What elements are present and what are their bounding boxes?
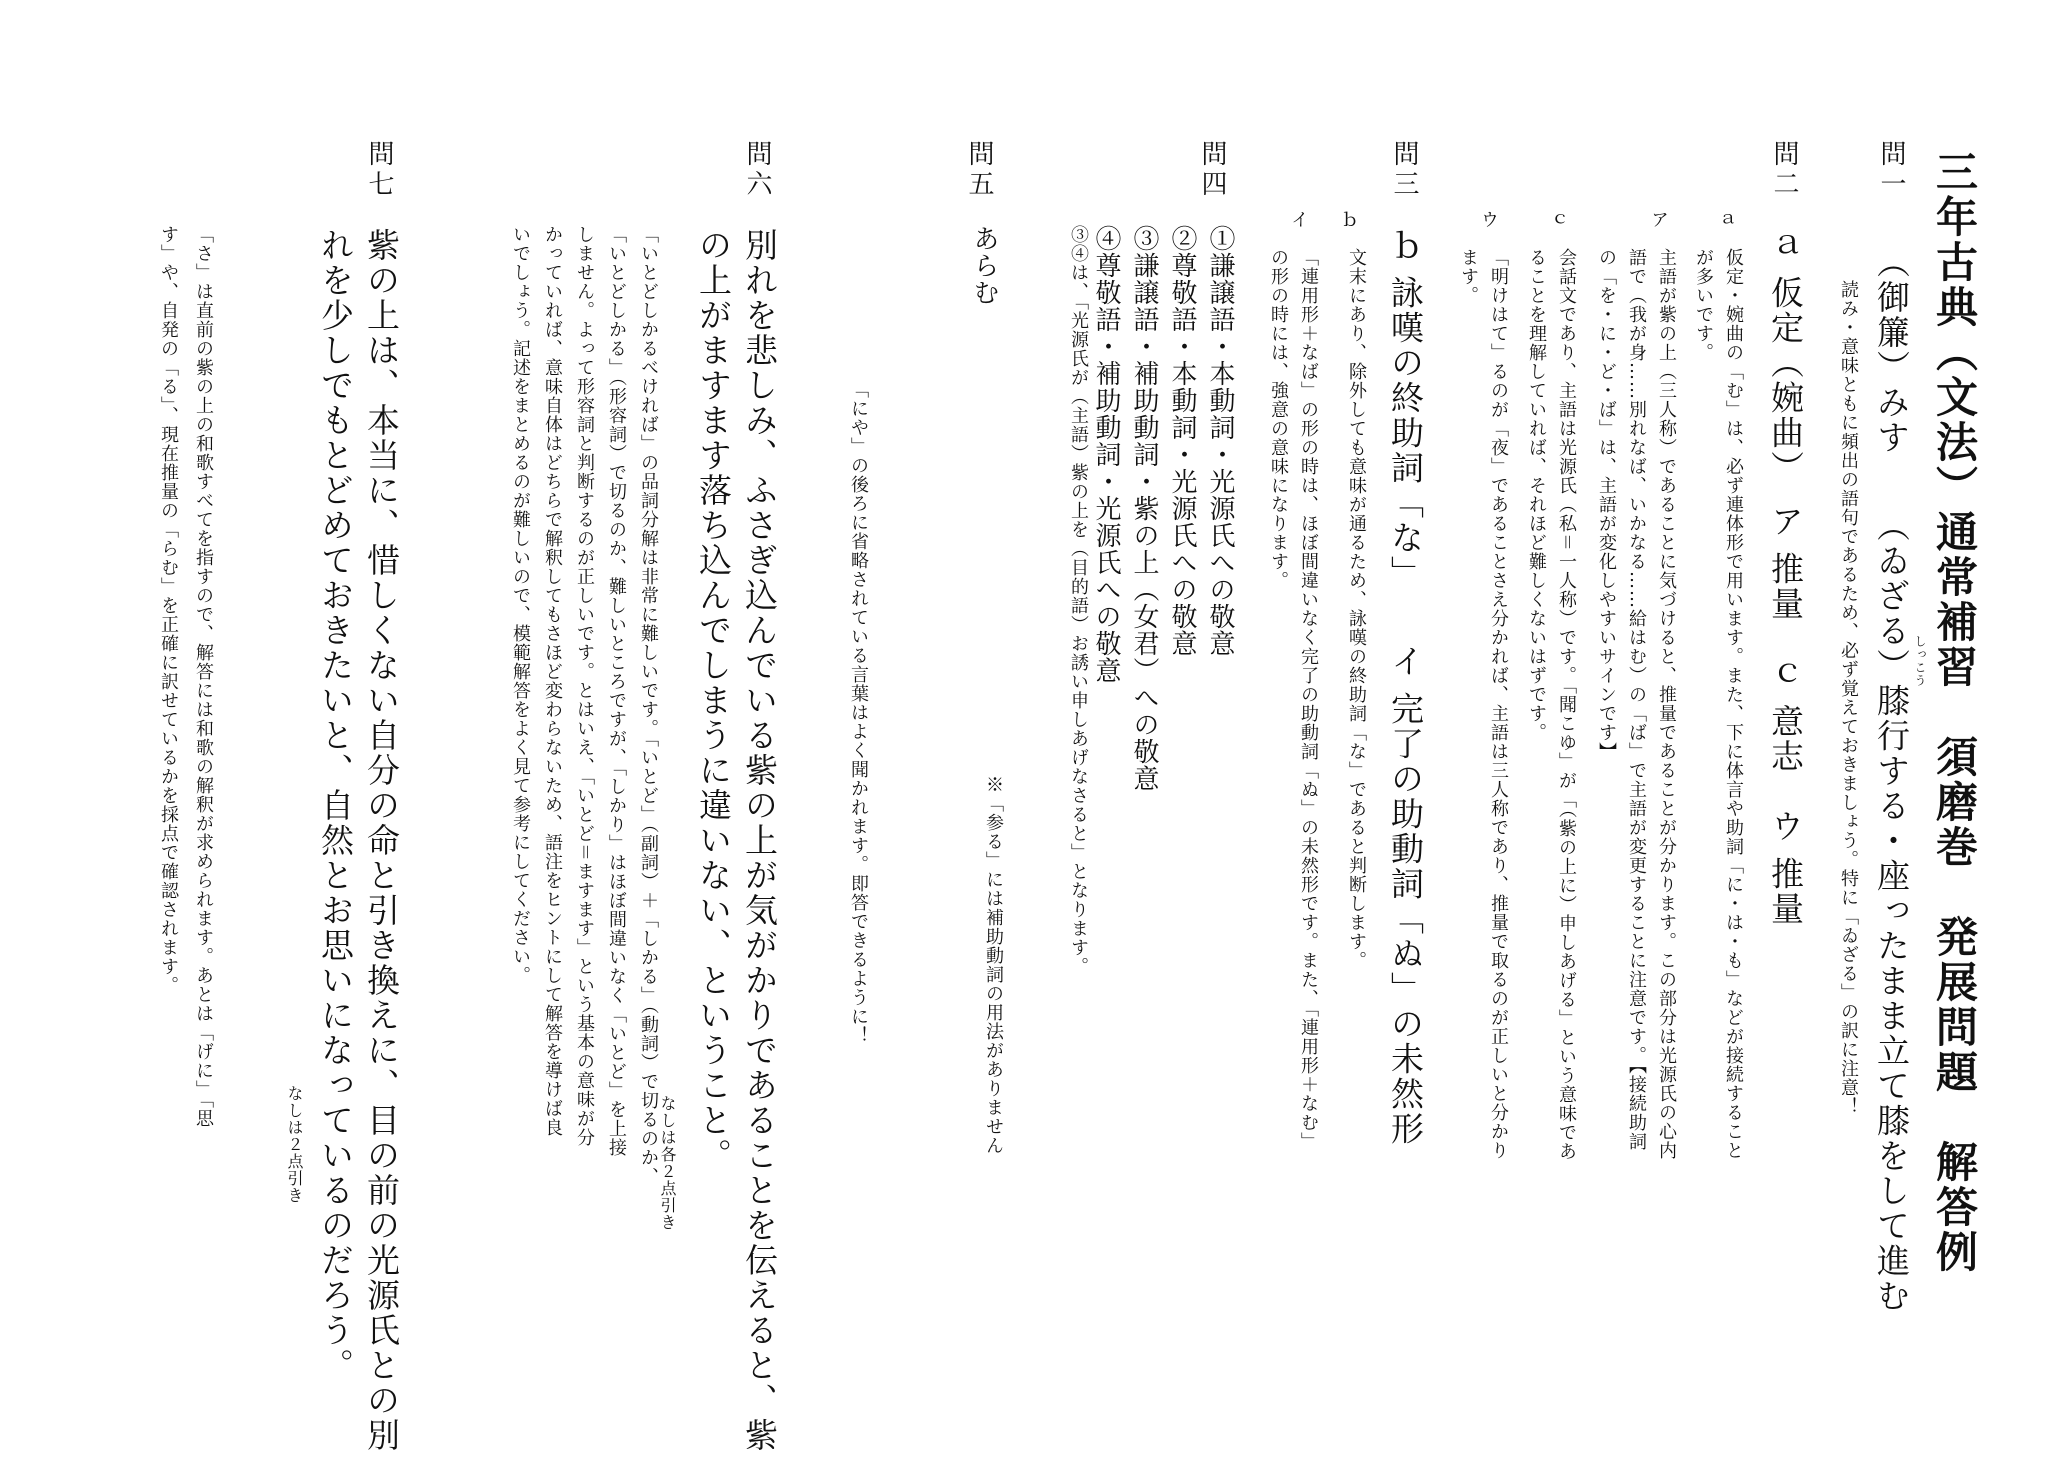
q3-b-marker: ｂ [1338, 210, 1359, 228]
q1-answer: （御簾）みす （ゐざる）膝行する・座ったまま立て膝をして進む [1872, 245, 1911, 1314]
q2-answer: ａ 仮定（婉曲） ア 推量 ｃ 意志 ウ 推量 [1766, 228, 1805, 927]
q3-b-line1: 文末にあり、除外しても意味が通るため、詠嘆の終助詞「な」であると判断します。 [1346, 248, 1367, 970]
q6-note4: かっていれば、意味自体はどちらで解釈してもさほど変わらないため、語注をヒントにして解答を導けば良 [542, 225, 563, 1137]
q4-line2: ②尊敬語・本動詞・光源氏への敬意 [1167, 225, 1197, 657]
q2-label: 問二 [1769, 140, 1799, 200]
q6-line2: の上がますます落ち込んでしまうに違いない、ということ。 [694, 228, 733, 1173]
q5-answer: あらむ [969, 225, 999, 306]
q6-note3: しません。よって形容詞と判断するのが正しいです。とはいえ、「いとど＝ますます」という基本の意味が分 [574, 225, 595, 1147]
q4-line4: ④尊敬語・補助動詞・光源氏への敬意 [1091, 225, 1121, 684]
q6-scoring: なしは各２点引き [658, 1095, 677, 1231]
q6-note5: いでしょう。記述をまとめるのが難しいので、模範解答をよく見て参考にしてください。 [510, 225, 531, 985]
q4-line3: ③謙譲語・補助動詞・紫の上（女君）への敬意 [1129, 225, 1159, 792]
page-title: 三年古典（文法）通常補習 須磨巻 発展問題 解答例 [1930, 150, 1979, 1275]
q7-line1: 紫の上は、本当に、惜しくない自分の命と引き換えに、目の前の光源氏との別 [362, 228, 401, 1453]
q5-note: 「にや」の後ろに省略されている言葉はよく聞かれます。即答できるように！ [848, 380, 869, 1045]
q2-a-marker: ａ [1716, 210, 1737, 228]
q7-label: 問七 [364, 140, 394, 200]
q2-A-line1: 主語が紫の上（三人称）であることに気づけると、推量であることが分かります。この部分は光源氏の心内 [1656, 248, 1677, 1160]
q2-a-line1: 仮定・婉曲の「む」は、必ず連体形で用います。また、下に体言や助詞「に・は・も」などが接続すること [1723, 248, 1744, 1160]
q4-line1: ①謙譲語・本動詞・光源氏への敬意 [1205, 225, 1235, 657]
q6-line1: 別れを悲しみ、ふさぎ込んでいる紫の上が気がかりであることを伝えると、紫 [740, 228, 779, 1453]
q7-line2: れを少しでもとどめておきたいと、自然とお思いになっているのだろう。 [316, 228, 355, 1383]
q2-A-line2: 語で（我が身……別れなば、いかなる……給はむ）の「ば」で主語が変更することに注意です。【接続助詞 [1626, 248, 1647, 1151]
q4-note1: ③④は、「光源氏が（主語）紫の上を（目的語）お誘い申しあげなさると」となります。 [1068, 225, 1089, 976]
q1-note: 読み・意味ともに頻出の語句であるため、必ず覚えておきましょう。特に「ゐざる」の訳に注意！ [1838, 280, 1859, 1116]
q2-U-line2: ます。 [1458, 248, 1479, 305]
q2-A-marker: ア [1648, 210, 1669, 228]
q1-label: 問一 [1876, 140, 1906, 200]
q7-scoring: なしは２点引き [285, 1085, 304, 1204]
q3-I-line2: の形の時には、強意の意味になります。 [1268, 248, 1289, 590]
q3-I-line1: 「連用形＋なば」の形の時は、ほぼ間違いなく完了の助動詞「ぬ」の未然形です。また、「連用形＋なむ」 [1298, 248, 1319, 1151]
q6-note2: 「いとどしかる」（形容詞）で切るのか、難しいところですが、「しかり」はほぼ間違いなく「いとど」を上接 [606, 225, 627, 1157]
q2-U-marker: ウ [1478, 210, 1499, 228]
q2-c-marker: ｃ [1548, 210, 1569, 228]
q6-note1: 「いとどしかるべければ」の品詞分解は非常に難しいです。「いとど」（副詞）＋「しかる」（動詞）で切るのか、 [638, 225, 659, 1186]
q4-label: 問四 [1197, 140, 1227, 200]
q2-U-line1: 「明けはて」るのが「夜」であることさえ分かれば、主語は三人称であり、推量で取るのが正しいと分かり [1488, 248, 1509, 1160]
q4-note2: ※「参る」には補助動詞の用法がありません [983, 775, 1004, 1155]
q6-label: 問六 [742, 140, 772, 200]
q3-answer: ｂ 詠嘆の終助詞「な」 イ 完了の助動詞「ぬ」の未然形 [1386, 228, 1425, 1147]
q5-label: 問五 [964, 140, 994, 200]
q2-c-line1: 会話文であり、主語は光源氏（私＝一人称）です。「聞こゆ」が「（紫の上に）申しあげる」という意味であ [1556, 248, 1577, 1161]
q1-ruby: しっこう [1913, 635, 1927, 687]
q3-label: 問三 [1389, 140, 1419, 200]
q3-I-marker: イ [1288, 210, 1309, 228]
q7-note2: す」や、自発の「る」、現在推量の「らむ」を正確に訳せているかを採点で確認されます。 [158, 225, 179, 995]
q7-note1: 「さ」は直前の紫の上の和歌すべてを指すので、解答には和歌の解釈が求められます。あとは「げに」「思 [193, 225, 214, 1128]
q2-A-line3: の「を・に・ど・ば」は、主語が変化しやすいサインです】 [1596, 248, 1617, 761]
q2-c-line2: ることを理解していれば、それほど難しくないはずです。 [1526, 248, 1547, 742]
q2-a-line2: が多いです。 [1693, 248, 1714, 362]
